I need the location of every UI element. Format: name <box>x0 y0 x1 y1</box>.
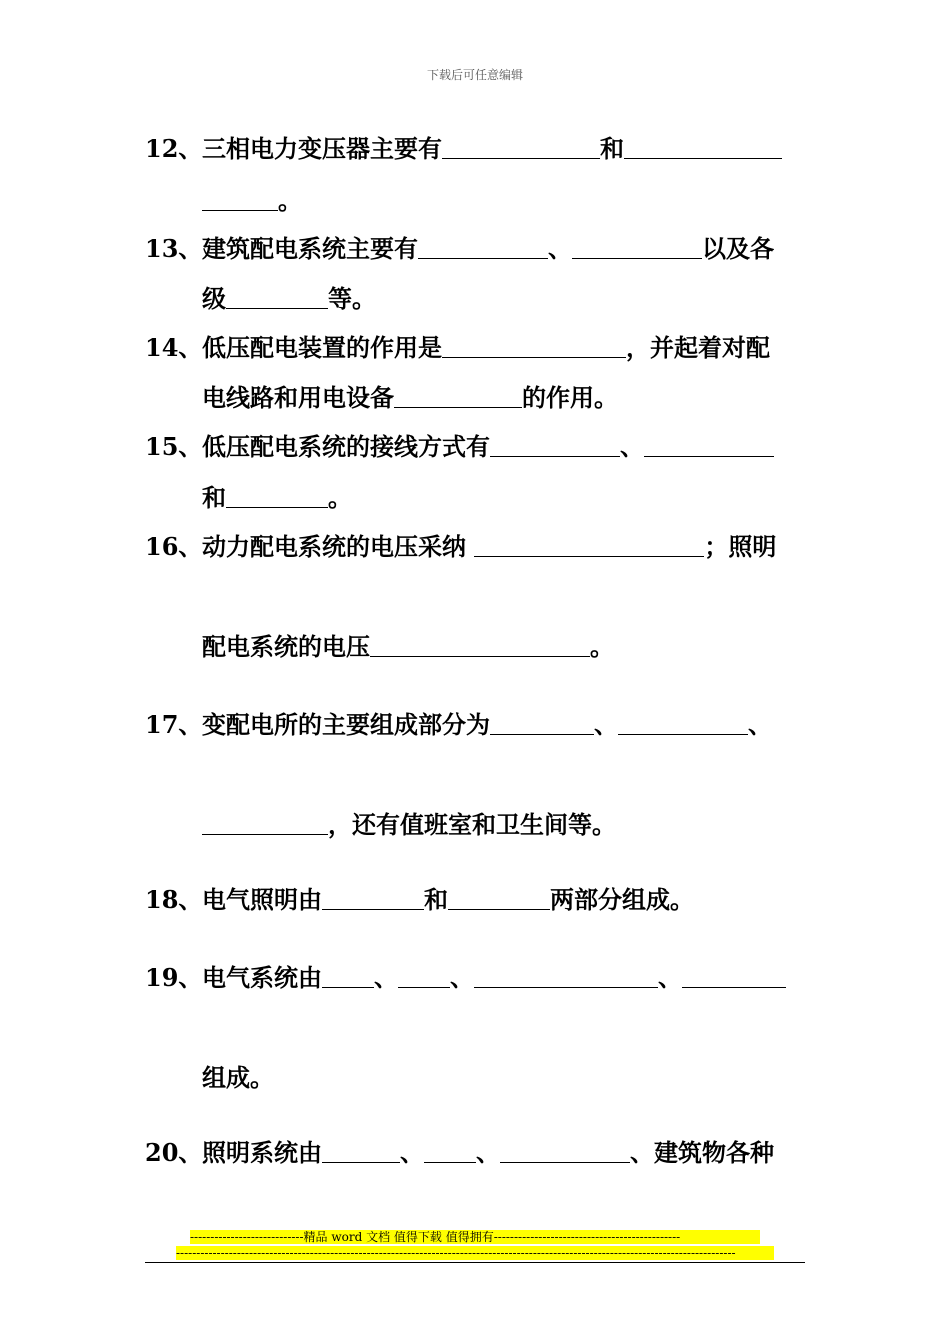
question-text: 电气系统由 <box>202 963 322 992</box>
question-number: 19、 <box>145 963 203 992</box>
question-text: 、 <box>450 963 474 992</box>
footer-banner-line2: ------------------------------------------------------------------------------------------------------------------------------------------ <box>176 1246 774 1260</box>
question-text: ，并起着对配 <box>626 333 770 362</box>
blank[interactable] <box>226 485 328 508</box>
question-text: 级 <box>202 284 226 313</box>
question-text: 、 <box>620 432 644 461</box>
blank[interactable] <box>394 385 522 408</box>
question-text: 三相电力变压器主要有 <box>202 134 442 163</box>
question-text: 。 <box>590 632 614 661</box>
question-text: 和 <box>600 134 624 163</box>
question-number: 16、 <box>145 532 203 561</box>
question-text: 的作用。 <box>522 383 618 412</box>
question-text: ，还有值班室和卫生间等。 <box>328 810 616 839</box>
question-text: 等。 <box>328 284 376 313</box>
blank[interactable] <box>322 1140 400 1163</box>
blank[interactable] <box>490 712 594 735</box>
question-text: 、 <box>748 710 772 739</box>
question-text: 和 <box>424 885 448 914</box>
blank[interactable] <box>226 286 328 309</box>
question-number: 12、 <box>145 134 203 163</box>
question-text: 、建筑物各种 <box>630 1138 774 1167</box>
blank[interactable] <box>448 887 550 910</box>
question-text: ；照明 <box>704 532 777 561</box>
blank[interactable] <box>322 887 424 910</box>
blank[interactable] <box>322 965 374 988</box>
question-text: 、 <box>594 710 618 739</box>
blank[interactable] <box>424 1140 476 1163</box>
footer-divider <box>145 1262 805 1263</box>
blank[interactable] <box>624 136 782 159</box>
question-text: 、 <box>548 234 572 263</box>
blank[interactable] <box>618 712 748 735</box>
blank[interactable] <box>398 965 450 988</box>
footer-banner-line1: ----------------------------精品 word 文档 值得下载 值得拥有---------------------------------------------- <box>190 1230 760 1244</box>
blank[interactable] <box>572 236 702 259</box>
question-number: 20、 <box>145 1138 203 1167</box>
blank[interactable] <box>644 434 774 457</box>
blank[interactable] <box>202 812 328 835</box>
question-number: 18、 <box>145 885 203 914</box>
question-number: 15、 <box>145 432 203 461</box>
question-text: 、 <box>658 963 682 992</box>
blank[interactable] <box>682 965 786 988</box>
blank[interactable] <box>500 1140 630 1163</box>
question-text: 建筑配电系统主要有 <box>202 234 418 263</box>
question-text: 和 <box>202 483 226 512</box>
question-number: 13、 <box>145 234 203 263</box>
question-text: 两部分组成。 <box>550 885 694 914</box>
blank[interactable] <box>202 188 278 211</box>
blank[interactable] <box>442 136 600 159</box>
blank[interactable] <box>418 236 548 259</box>
page-header: 下载后可任意编辑 <box>426 68 523 82</box>
blank[interactable] <box>490 434 620 457</box>
blank[interactable] <box>442 335 626 358</box>
question-number: 14、 <box>145 333 203 362</box>
question-text: 电线路和用电设备 <box>202 383 394 412</box>
question-text: 、 <box>374 963 398 992</box>
question-text: 。 <box>328 483 352 512</box>
question-text: 低压配电装置的作用是 <box>202 333 442 362</box>
question-text: 照明系统由 <box>202 1138 322 1167</box>
blank[interactable] <box>370 634 590 657</box>
question-text: 配电系统的电压 <box>202 632 370 661</box>
question-text: 变配电所的主要组成部分为 <box>202 710 490 739</box>
question-text: 。 <box>278 186 302 215</box>
question-text: 组成。 <box>202 1063 274 1092</box>
question-text: 以及各 <box>702 234 774 263</box>
blank[interactable] <box>474 534 704 557</box>
question-text: 动力配电系统的电压采纳 <box>202 532 475 561</box>
blank[interactable] <box>474 965 658 988</box>
question-text: 、 <box>476 1138 500 1167</box>
question-text: 低压配电系统的接线方式有 <box>202 432 490 461</box>
question-number: 17、 <box>145 710 203 739</box>
question-text: 电气照明由 <box>202 885 322 914</box>
question-text: 、 <box>400 1138 424 1167</box>
